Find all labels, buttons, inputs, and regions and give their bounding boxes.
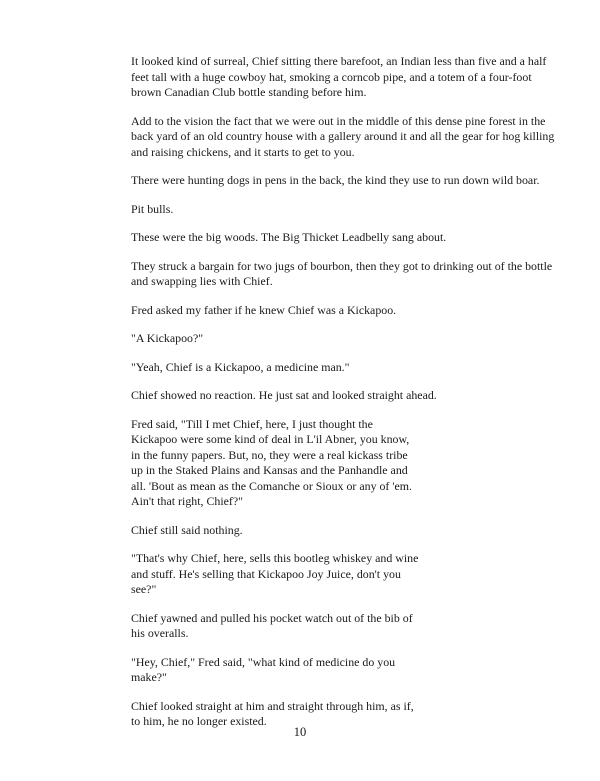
paragraph: These were the big woods. The Big Thicket Leadbelly sang about.	[131, 230, 447, 244]
paragraph: Chief showed no reaction. He just sat and looked straight ahead.	[131, 388, 437, 402]
paragraph: Fred asked my father if he knew Chief was a Kickapoo.	[131, 302, 397, 317]
paragraph: Fred said, "Till I met Chief, here, I just thought the Kickapoo were some kind of deal in L'il Abner, you know, in the funny papers. But, no, they were a real kickass tribe up in the Staked Plains and Kansas and the Panhandle and all. 'Bout as mean as the Comanche or Sioux or any of 'em. Ain't that right, Chief?"	[131, 416, 413, 508]
paragraph: Chief looked straight at him and straight through him, as if, to him, he no longer existed.	[131, 698, 414, 728]
paragraph: "Hey, Chief," Fred said, "what kind of medicine do you make?"	[131, 654, 396, 684]
paragraph: "Yeah, Chief is a Kickapoo, a medicine man."	[131, 359, 350, 374]
paragraph: "That's why Chief, here, sells this bootleg whiskey and wine and stuff. He's selling that Kickapoo Joy Juice, don't you see?"	[131, 551, 419, 596]
paragraph: Chief yawned and pulled his pocket watch out of the bib of his overalls.	[131, 610, 413, 640]
page-body	[131, 54, 561, 743]
paragraph: It looked kind of surreal, Chief sitting there barefoot, an Indian less than five and a half feet tall with a huge cowboy hat, smoking a corncob pipe, and a totem of a four-foot brown Canadian Club bottle standing before him.	[131, 54, 547, 99]
paragraph: There were hunting dogs in pens in the back, the kind they use to run down wild boar.	[131, 173, 540, 187]
paragraph: "A Kickapoo?"	[131, 331, 204, 345]
paragraph: They struck a bargain for two jugs of bourbon, then they got to drinking out of the bottle and swapping lies with Chief.	[131, 258, 553, 288]
paragraph: Chief still said nothing.	[131, 522, 243, 537]
paragraph: Pit bulls.	[131, 201, 174, 216]
paragraph: Add to the vision the fact that we were out in the middle of this dense pine forest in the back yard of an old country house with a gallery around it and all the gear for hog killing and raising chickens, and it starts to get to you.	[131, 113, 555, 159]
page-number: 10	[293, 725, 307, 739]
